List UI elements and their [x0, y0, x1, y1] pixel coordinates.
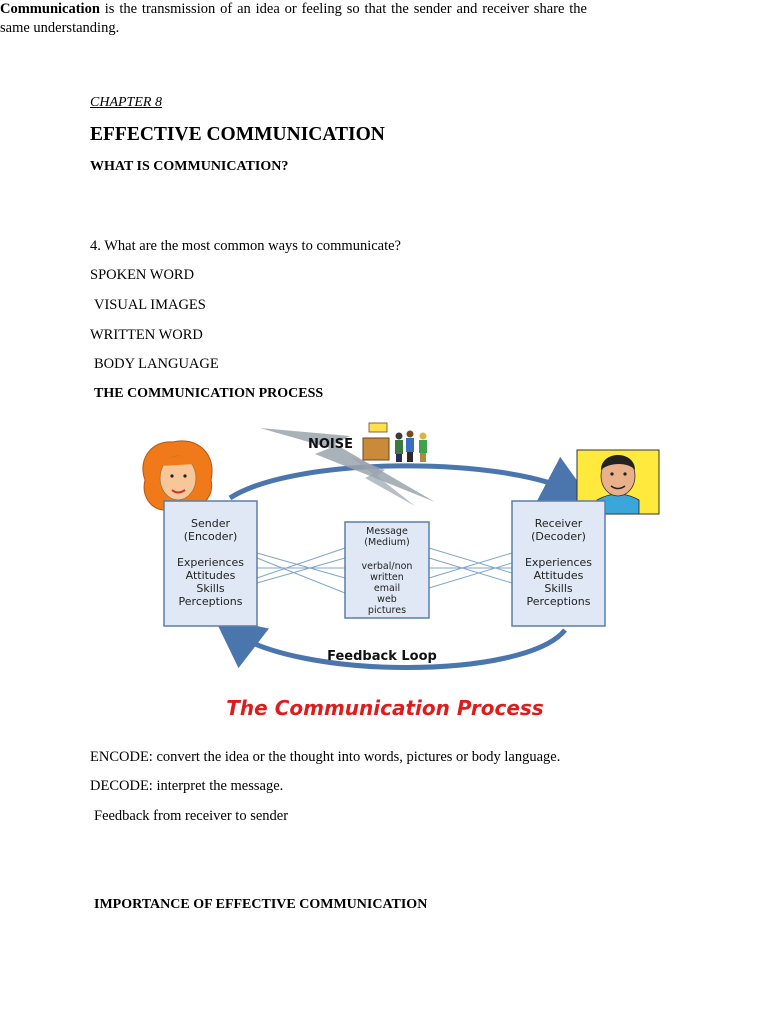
- section-heading-process: THE COMMUNICATION PROCESS: [94, 386, 324, 401]
- sender-line: Sender: [191, 517, 230, 530]
- question-text: 4. What are the most common ways to communicate?: [90, 238, 401, 254]
- message-line: Message: [366, 526, 408, 537]
- sender-line: Attitudes: [185, 569, 236, 582]
- encode-definition: ENCODE: convert the idea or the thought into words, pictures or body language.: [90, 749, 561, 765]
- section-heading-importance: IMPORTANCE OF EFFECTIVE COMMUNICATION: [94, 897, 428, 912]
- decode-definition: DECODE: interpret the message.: [90, 778, 284, 794]
- feedback-loop-label: Feedback Loop: [327, 649, 437, 664]
- diagram-caption: The Communication Process: [226, 696, 544, 718]
- page-title: EFFECTIVE COMMUNICATION: [90, 124, 385, 145]
- noise-people-icon: [363, 423, 427, 462]
- top-arc-arrow: [230, 466, 575, 498]
- receiver-line: Perceptions: [526, 595, 591, 608]
- receiver-line: Receiver: [534, 517, 583, 530]
- message-line: pictures: [367, 605, 407, 616]
- message-line: (Medium): [364, 537, 410, 548]
- sender-line: (Encoder): [183, 530, 238, 543]
- noise-label: NOISE: [308, 437, 354, 452]
- message-line: written: [370, 572, 404, 583]
- definition-term: Communication: [0, 1, 100, 17]
- communication-process-diagram: [135, 418, 665, 718]
- message-line: web: [377, 594, 397, 605]
- section-heading-what-is: WHAT IS COMMUNICATION?: [90, 159, 289, 174]
- way-item: BODY LANGUAGE: [94, 356, 219, 372]
- way-item: VISUAL IMAGES: [94, 297, 206, 313]
- sender-line: Skills: [196, 582, 225, 595]
- sender-face-icon: [143, 441, 212, 510]
- sender-line: Perceptions: [178, 595, 243, 608]
- receiver-line: Experiences: [524, 556, 593, 569]
- definition-paragraph: [0, 0, 587, 38]
- message-line: verbal/non: [361, 561, 413, 572]
- way-item: SPOKEN WORD: [90, 267, 195, 283]
- way-item: WRITTEN WORD: [90, 327, 203, 343]
- receiver-line: Skills: [544, 582, 573, 595]
- feedback-definition: Feedback from receiver to sender: [94, 808, 289, 824]
- receiver-line: Attitudes: [533, 569, 584, 582]
- receiver-line: (Decoder): [531, 530, 586, 543]
- message-line: email: [373, 583, 401, 594]
- sender-line: Experiences: [176, 556, 245, 569]
- definition-text: is the transmission of an idea or feeling so that the sender and receiver share the same understanding.: [0, 1, 587, 36]
- chapter-label: CHAPTER 8: [90, 95, 162, 110]
